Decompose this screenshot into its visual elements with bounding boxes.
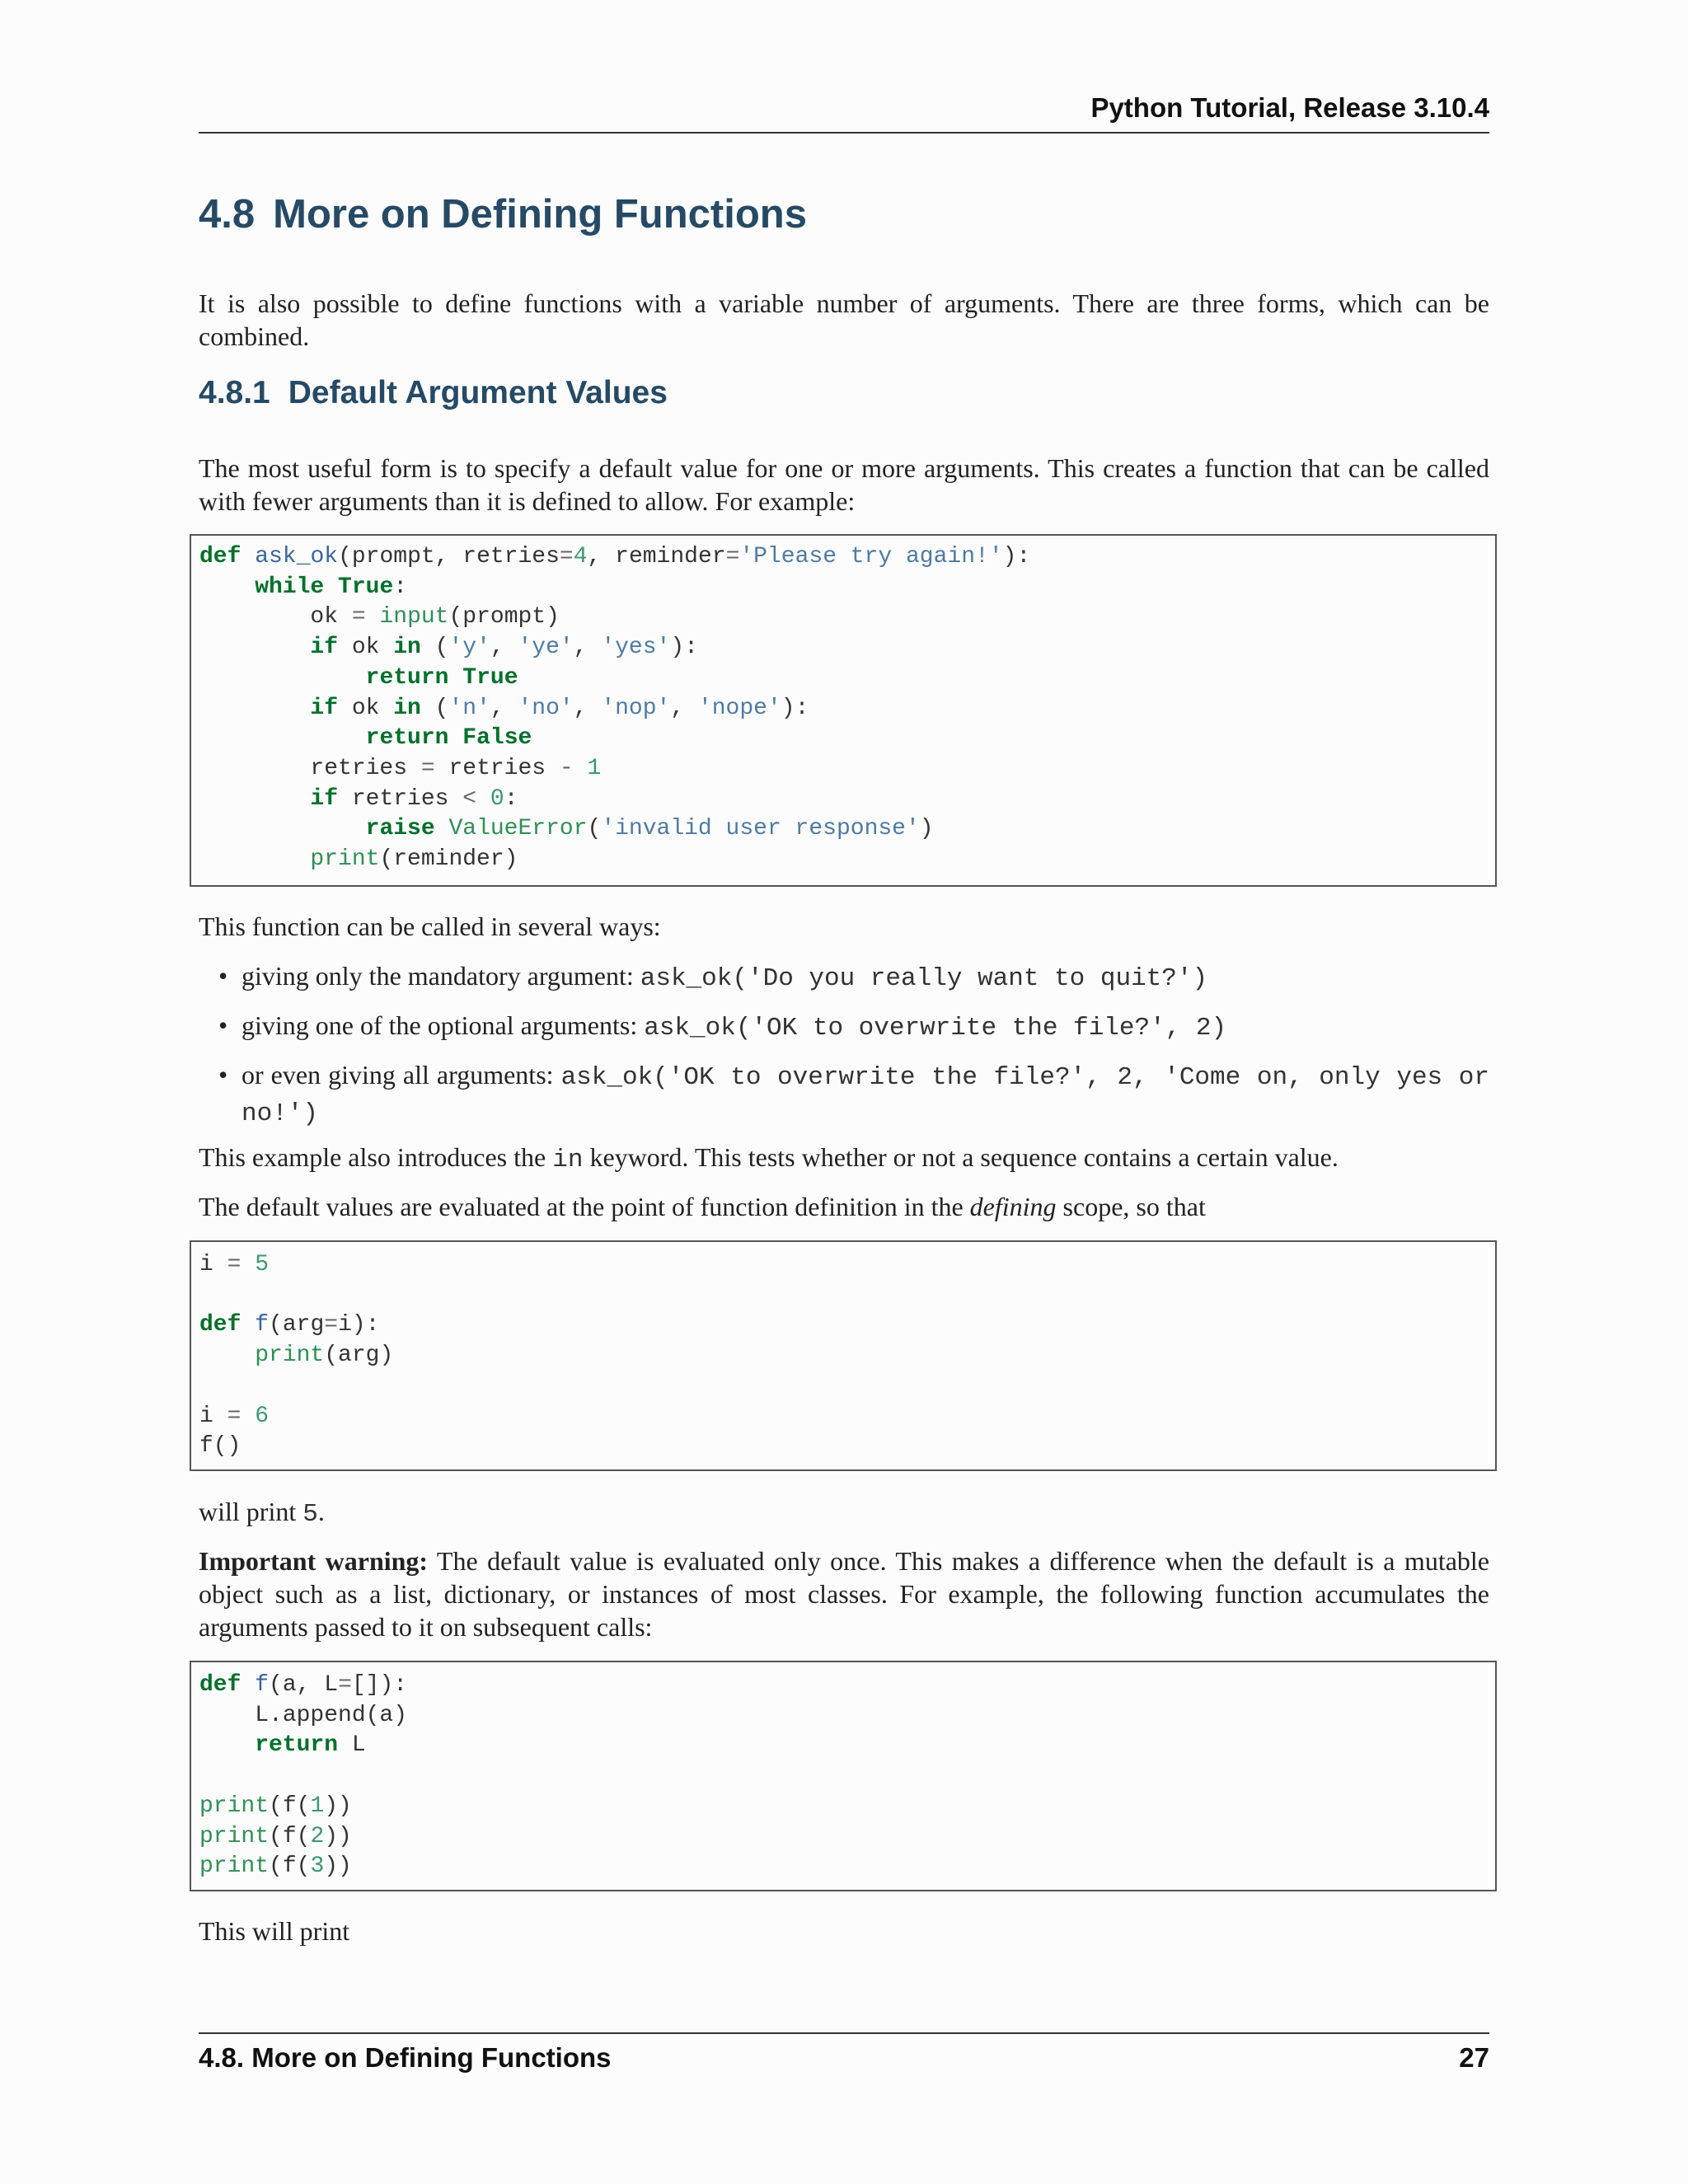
section-heading: [199, 191, 807, 237]
warning-paragraph: [199, 1544, 1489, 1643]
bullet-code: ask_ok('OK to overwrite the file?', 2, 'Come on, only yes or no!'): [241, 1063, 1489, 1128]
footer-section-ref: 4.8. More on Defining Functions: [199, 2042, 612, 2073]
page-number: 27: [1459, 2042, 1489, 2073]
footer-rule: [199, 2032, 1489, 2034]
in-keyword-paragraph: [199, 1141, 1489, 1177]
page-footer: [199, 2042, 1489, 2074]
text-run: scope, so that: [1056, 1192, 1206, 1221]
called-ways-paragraph: This function can be called in several ways:: [199, 912, 661, 941]
code-block-ask-ok: def ask_ok(prompt, retries=4, reminder='Please try again!'): while True: ok = input(prompt) if ok in ('y', 'ye', 'yes'): return True if ok in ('n', 'no', 'nop', 'nope'): return False retries = retries - 1 if retries < 0: raise ValueError('invalid user response') print(reminder): [190, 534, 1497, 887]
this-will-print-paragraph: This will print: [199, 1916, 350, 1946]
text-run: .: [317, 1497, 325, 1526]
subsection-title: Default Argument Values: [288, 375, 668, 410]
scope-paragraph: [199, 1190, 1489, 1223]
code-block-mutable-default: def f(a, L=[]): L.append(a) return L print(f(1)) print(f(2)) print(f(3)): [190, 1661, 1497, 1891]
inline-code: 5: [302, 1500, 318, 1529]
text-run: The default values are evaluated at the point of function definition in the: [199, 1192, 970, 1221]
code-block-default-scope: i = 5 def f(arg=i): print(arg) i = 6 f(): [190, 1240, 1497, 1471]
text-run: The default value is evaluated only once. This makes a difference when the default is a mutable object such as a list, dictionary, or instances of most classes. For example, the following function accumulates the arguments passed to it on subsequent calls:: [199, 1546, 1490, 1642]
list-item: • giving only the mandatory argument: ask_ok('Do you really want to quit?'): [218, 961, 1208, 993]
text-run: keyword. This tests whether or not a sequence contains a certain value.: [583, 1142, 1339, 1172]
warning-label: Important warning:: [199, 1546, 429, 1576]
emphasis: defining: [969, 1192, 1057, 1221]
section-number: 4.8: [199, 192, 256, 237]
bullet-text: giving only the mandatory argument:: [241, 961, 640, 991]
text-run: will print: [199, 1497, 303, 1526]
running-header: Python Tutorial, Release 3.10.4: [199, 92, 1489, 134]
inline-code: in: [552, 1146, 584, 1174]
default-values-paragraph: The most useful form is to specify a default value for one or more arguments. This creates a function that can be called with fewer arguments than it is defined to allow. For example:: [199, 453, 1489, 516]
list-item: • giving one of the optional arguments: ask_ok('OK to overwrite the file?', 2): [218, 1010, 1227, 1043]
intro-paragraph: It is also possible to define functions with a variable number of arguments. There are three forms, which can be combined.: [199, 288, 1489, 351]
list-item: • or even giving all arguments: ask_ok('OK to overwrite the file?', 2, 'Come on, only yes or no!'): [218, 1060, 1489, 1128]
will-print-paragraph: [199, 1495, 1489, 1531]
subsection-heading: [199, 375, 668, 411]
section-title: More on Defining Functions: [273, 192, 807, 237]
bullet-text: giving one of the optional arguments:: [241, 1010, 645, 1040]
bullet-text: or even giving all arguments:: [241, 1060, 561, 1090]
subsection-number: 4.8.1: [199, 375, 270, 410]
bullet-code: ask_ok('Do you really want to quit?'): [640, 964, 1208, 993]
bullet-code: ask_ok('OK to overwrite the file?', 2): [644, 1014, 1227, 1043]
text-run: This example also introduces the: [199, 1142, 553, 1172]
